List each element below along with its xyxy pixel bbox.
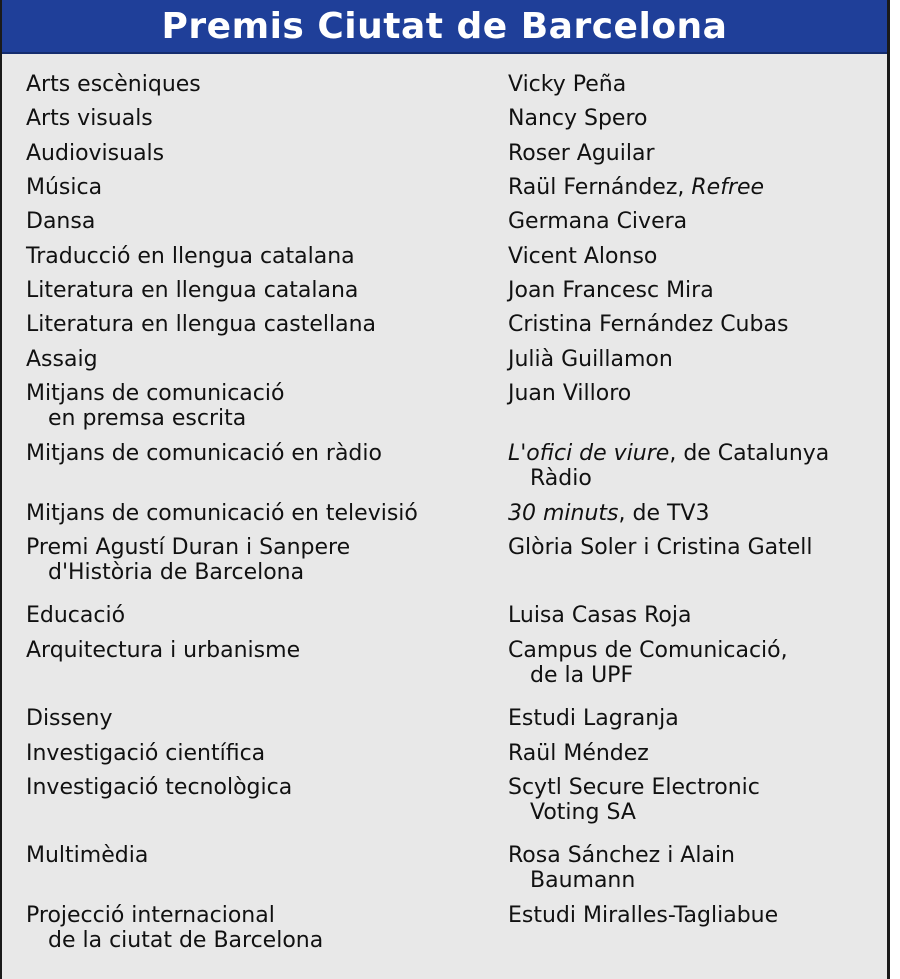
winner-text: Estudi Lagranja [508,706,679,731]
award-category [26,244,496,269]
award-category [26,106,496,131]
award-category [26,209,496,234]
award-winner [508,501,878,526]
award-category [26,843,496,868]
award-winner [508,347,878,372]
winner-line [508,638,878,663]
winner-text: Campus de Comunicació, [508,638,788,663]
category-line: Traducció en llengua catalana [26,244,355,269]
category-line: Investigació científica [26,741,266,766]
category-line: Arts visuals [26,106,153,131]
winner-line [508,706,878,731]
winner-line [508,903,878,928]
category-line: Disseny [26,706,113,731]
award-winner [508,312,878,337]
category-line: Mitjans de comunicació en ràdio [26,441,382,466]
category-line-continued: en premsa escrita [48,406,247,431]
award-category [26,741,496,766]
award-winner [508,381,878,406]
award-winner [508,535,878,560]
winner-text: Julià Guillamon [508,347,673,372]
page-title: Premis Ciutat de Barcelona [161,5,728,47]
winner-line [508,381,878,406]
award-category [26,638,496,663]
award-winner [508,175,878,200]
award-category [26,501,496,526]
award-winner [508,278,878,303]
winner-text: 30 minuts [508,501,619,526]
winner-text: Nancy Spero [508,106,648,131]
winner-line-continued: Ràdio [530,466,592,491]
winner-text: Roser Aguilar [508,141,655,166]
award-category [26,535,496,585]
award-winner [508,141,878,166]
award-winner [508,903,878,928]
award-winner [508,106,878,131]
award-winner [508,843,878,893]
winner-text: , de Catalunya [669,441,830,466]
winner-line [508,603,878,628]
winner-line [508,278,878,303]
winner-line [508,501,878,526]
winner-line-continued: Baumann [530,868,636,893]
award-winner [508,638,878,688]
award-winner [508,741,878,766]
category-line: Arts escèniques [26,72,201,97]
category-line: Dansa [26,209,96,234]
winner-text: Raül Méndez [508,741,649,766]
category-line: Educació [26,603,126,628]
award-category [26,603,496,628]
award-category [26,775,496,800]
category-line: Assaig [26,347,98,372]
award-winner [508,775,878,825]
winner-line [508,347,878,372]
winner-text: Estudi Miralles-Tagliabue [508,903,779,928]
winner-text: , de TV3 [618,501,710,526]
award-winner [508,244,878,269]
winner-line [508,141,878,166]
award-category [26,441,496,466]
winner-line [508,441,878,466]
winner-text: Vicky Peña [508,72,627,97]
winner-line [508,741,878,766]
category-line: Música [26,175,103,200]
award-category [26,72,496,97]
award-category [26,706,496,731]
winner-line-continued: Voting SA [530,800,636,825]
award-category [26,141,496,166]
winner-line [508,535,878,560]
winner-text: Vicent Alonso [508,244,658,269]
award-category [26,278,496,303]
category-line: Projecció internacional [26,903,275,928]
award-category [26,175,496,200]
winner-text: Cristina Fernández Cubas [508,312,789,337]
winner-line [508,312,878,337]
award-winner [508,441,878,491]
winner-text: Juan Villoro [508,381,632,406]
award-category [26,381,496,431]
category-line: Premi Agustí Duran i Sanpere [26,535,351,560]
award-category [26,312,496,337]
winner-line [508,175,878,200]
winner-line [508,209,878,234]
winner-text: Germana Civera [508,209,688,234]
category-line: Multimèdia [26,843,149,868]
award-winner [508,603,878,628]
winner-text: Glòria Soler i Cristina Gatell [508,535,813,560]
category-line: Mitjans de comunicació en televisió [26,501,418,526]
winner-text: Refree [691,175,765,200]
title-bar [2,0,887,54]
award-winner [508,209,878,234]
winner-line [508,244,878,269]
winner-text: Joan Francesc Mira [508,278,714,303]
award-winner [508,706,878,731]
winner-text: Scytl Secure Electronic [508,775,760,800]
winner-line [508,843,878,868]
category-line: Arquitectura i urbanisme [26,638,301,663]
award-category [26,903,496,953]
category-line-continued: d'Història de Barcelona [48,560,305,585]
winner-text: Luisa Casas Roja [508,603,692,628]
winner-line [508,72,878,97]
category-line: Investigació tecnològica [26,775,293,800]
winner-text: L'ofici de viure [508,441,670,466]
winner-line [508,775,878,800]
category-line: Literatura en llengua castellana [26,312,377,337]
award-winner [508,72,878,97]
award-category [26,347,496,372]
winner-line [508,106,878,131]
category-line: Mitjans de comunicació [26,381,285,406]
winner-text: Rosa Sánchez i Alain [508,843,736,868]
category-line-continued: de la ciutat de Barcelona [48,928,324,953]
winner-line-continued: de la UPF [530,663,634,688]
category-line: Literatura en llengua catalana [26,278,359,303]
category-line: Audiovisuals [26,141,165,166]
winner-text: Raül Fernández, [508,175,692,200]
